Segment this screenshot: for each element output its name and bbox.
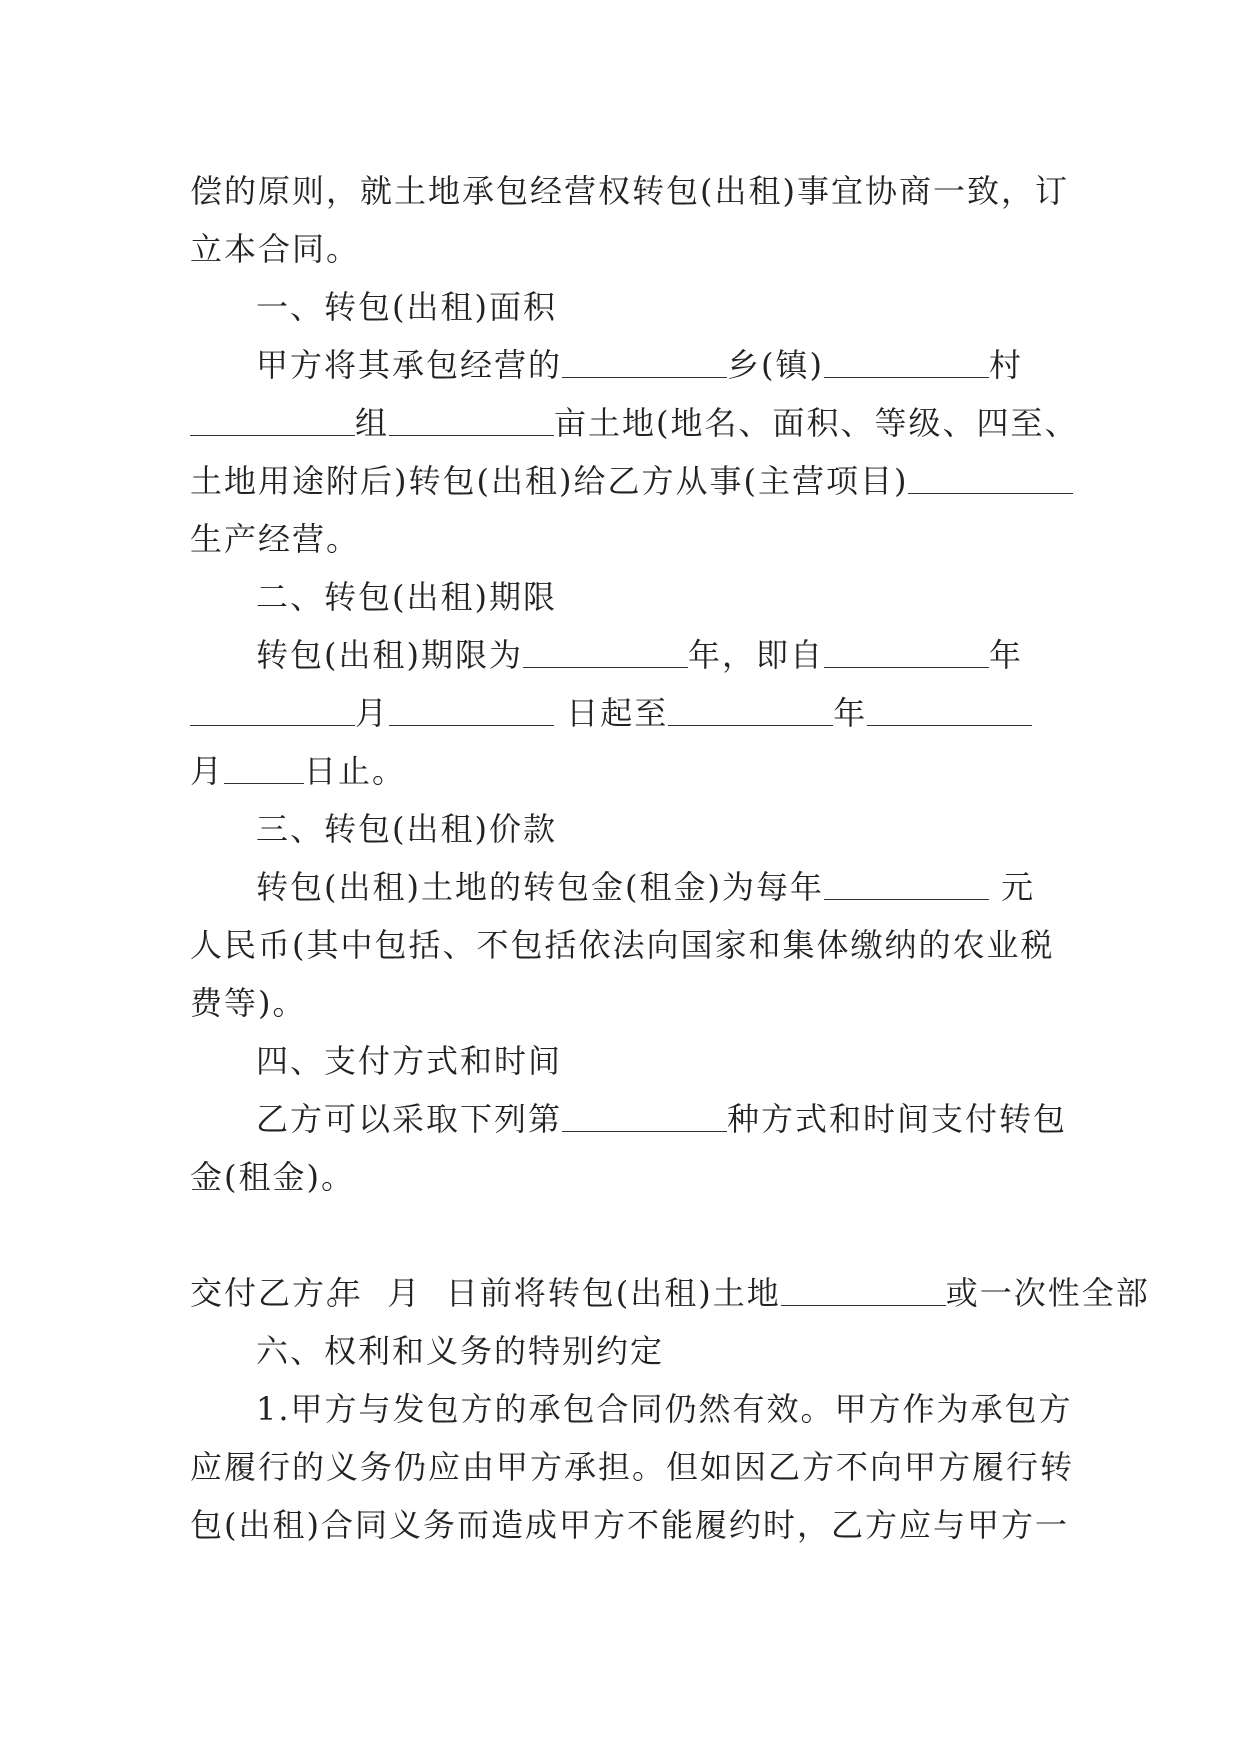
paragraph-line: 包(出租)合同义务而造成甲方不能履约时，乙方应与甲方一 xyxy=(190,1506,1069,1544)
section-heading-area: 一、转包(出租)面积 xyxy=(256,288,557,326)
fill-in-blank[interactable] xyxy=(908,463,1073,494)
section-heading-rights: 六、权利和义务的特别约定 xyxy=(256,1332,665,1370)
paragraph-line xyxy=(190,858,1060,916)
text-segment: 年，即自 xyxy=(687,636,824,674)
fill-in-blank[interactable] xyxy=(824,347,989,378)
fill-in-blank[interactable] xyxy=(190,405,355,436)
fill-in-blank[interactable] xyxy=(523,637,688,668)
section-heading-payment: 四、支付方式和时间 xyxy=(256,1042,563,1080)
paragraph-line xyxy=(190,452,1060,510)
text-segment: 甲方将其承包经营的 xyxy=(256,346,563,384)
fill-in-blank[interactable] xyxy=(867,695,1032,726)
fill-in-blank[interactable] xyxy=(389,695,554,726)
text-segment: 元 xyxy=(988,868,1036,906)
paragraph-line: 偿的原则，就土地承包经营权转包(出租)事宜协商一致，订 xyxy=(190,172,1069,210)
paragraph-line xyxy=(190,394,1079,452)
paragraph-line xyxy=(190,626,1060,684)
text-segment: 日起至 xyxy=(554,694,669,732)
paragraph-line: 费等)。 xyxy=(190,984,307,1022)
fill-in-blank[interactable] xyxy=(668,695,833,726)
text-segment: 种方式和时间支付转包 xyxy=(727,1100,1068,1138)
text-segment: 年 月 日前将转包(出租)土地 xyxy=(329,1274,781,1312)
paragraph-line: 人民币(其中包括、不包括依法向国家和集体缴纳的农业税 xyxy=(190,926,1055,964)
paragraph-line: 1.甲方与发包方的承包合同仍然有效。甲方作为承包方 xyxy=(256,1390,1073,1428)
fill-in-blank[interactable] xyxy=(781,1275,946,1306)
text-segment: 月 xyxy=(190,752,225,790)
text-segment: 组 xyxy=(355,404,390,442)
paragraph-line: 生产经营。 xyxy=(190,520,361,558)
fill-in-blank[interactable] xyxy=(389,405,554,436)
paragraph-line xyxy=(190,684,1060,742)
text-segment: 月 xyxy=(355,694,390,732)
fill-in-blank[interactable] xyxy=(562,1101,727,1132)
paragraph-line: 金(租金)。 xyxy=(190,1158,355,1196)
paragraph-line: 应履行的义务仍应由甲方承担。但如因乙方不向甲方履行转 xyxy=(190,1448,1075,1486)
paragraph-line xyxy=(190,1090,1068,1148)
text-segment: 土地用途附后)转包(出租)给乙方从事(主营项目) xyxy=(190,462,909,500)
contract-body xyxy=(190,162,1150,1554)
text-segment: 或一次性全部 xyxy=(945,1274,1150,1312)
text-segment: 年 xyxy=(833,694,868,732)
paragraph-line: 立本合同。 xyxy=(190,230,361,268)
fill-in-blank[interactable] xyxy=(824,869,989,900)
section-heading-price: 三、转包(出租)价款 xyxy=(256,810,557,848)
paragraph-line xyxy=(190,336,1060,394)
text-segment: 日止。 xyxy=(304,752,407,790)
fill-in-blank[interactable] xyxy=(224,753,304,784)
text-segment: 亩土地(地名、面积、等级、四至、 xyxy=(554,404,1079,442)
text-segment: 转包(出租)土地的转包金(租金)为每年 xyxy=(256,868,824,906)
text-segment: 乡(镇) xyxy=(727,346,824,384)
text-segment: 村 xyxy=(989,346,1024,384)
text-segment: 年 xyxy=(989,636,1024,674)
text-segment: 乙方可以采取下列第 xyxy=(256,1100,563,1138)
section-heading-term: 二、转包(出租)期限 xyxy=(256,578,557,616)
fill-in-blank[interactable] xyxy=(190,695,355,726)
paragraph-line xyxy=(190,742,1060,800)
fill-in-blank[interactable] xyxy=(562,347,727,378)
fill-in-blank[interactable] xyxy=(824,637,989,668)
paragraph-line: 交付乙方。 xyxy=(190,1274,361,1312)
text-segment: 转包(出租)期限为 xyxy=(256,636,523,674)
